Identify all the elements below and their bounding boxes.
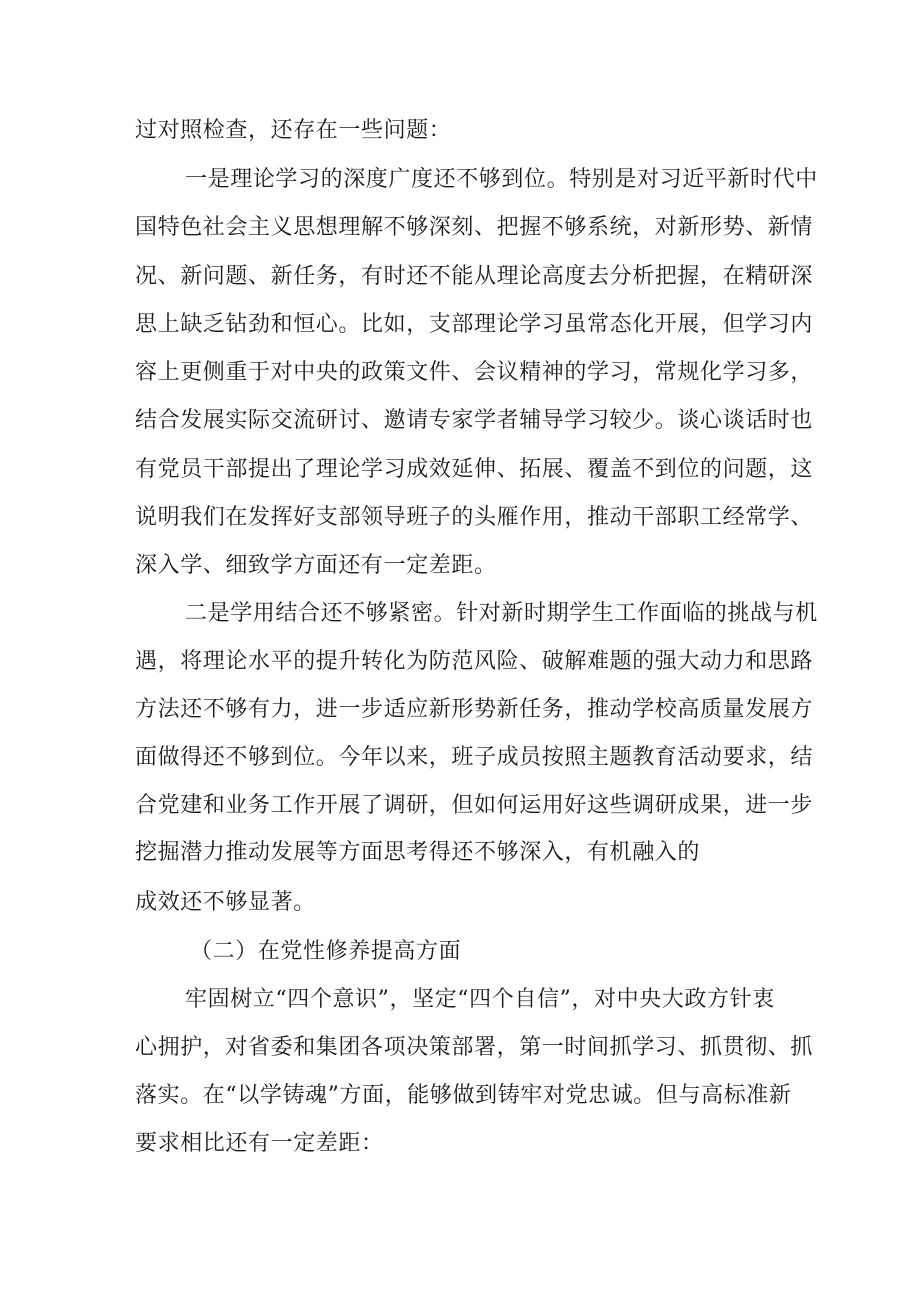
text-line: 况、新问题、新任务，有时还不能从理论高度去分析把握，在精研深 xyxy=(135,264,814,289)
text-line: 牢固树立“四个意识”，坚定“四个自信”，对中央大政方针衷 xyxy=(185,987,775,1012)
text-line: 合党建和业务工作开展了调研，但如何运用好这些调研成果，进一步 xyxy=(135,793,814,818)
text-line: 说明我们在发挥好支部领导班子的头雁作用，推动干部职工经常学、 xyxy=(135,505,814,530)
text-line: 国特色社会主义思想理解不够深刻、把握不够系统，对新形势、新情 xyxy=(135,215,814,240)
text-line: 容上更侧重于对中央的政策文件、会议精神的学习，常规化学习多， xyxy=(135,360,814,385)
text-line: 二是学用结合还不够紧密。针对新时期学生工作面临的挑战与机 xyxy=(185,601,818,626)
text-line: 心拥护，对省委和集团各项决策部署，第一时间抓学习、抓贯彻、抓 xyxy=(135,1035,814,1060)
section-heading: （二）在党性修养提高方面 xyxy=(190,939,462,964)
text-line: 要求相比还有一定差距： xyxy=(135,1131,384,1156)
text-line: 过对照检查，还存在一些问题： xyxy=(135,118,452,143)
text-line: 有党员干部提出了理论学习成效延伸、拓展、覆盖不到位的问题，这 xyxy=(135,457,814,482)
text-line: 一是理论学习的深度广度还不够到位。特别是对习近平新时代中 xyxy=(185,167,818,192)
text-line: 挖掘潜力推动发展等方面思考得还不够深入，有机融入的 xyxy=(135,840,701,865)
text-line: 结合发展实际交流研讨、邀请专家学者辅导学习较少。谈心谈话时也 xyxy=(135,408,814,433)
text-line: 成效还不够显著。 xyxy=(135,890,316,915)
text-line: 遇，将理论水平的提升转化为防范风险、破解难题的强大动力和思路 xyxy=(135,649,814,674)
text-line: 方法还不够有力，进一步适应新形势新任务，推动学校高质量发展方 xyxy=(135,697,814,722)
text-line: 思上缺乏钻劲和恒心。比如，支部理论学习虽常态化开展，但学习内 xyxy=(135,312,814,337)
text-line: 面做得还不够到位。今年以来，班子成员按照主题教育活动要求，结 xyxy=(135,745,814,770)
text-line: 深入学、细致学方面还有一定差距。 xyxy=(135,553,497,578)
text-line: 落实。在“以学铸魂”方面，能够做到铸牢对党忠诚。但与高标准新 xyxy=(135,1083,792,1108)
